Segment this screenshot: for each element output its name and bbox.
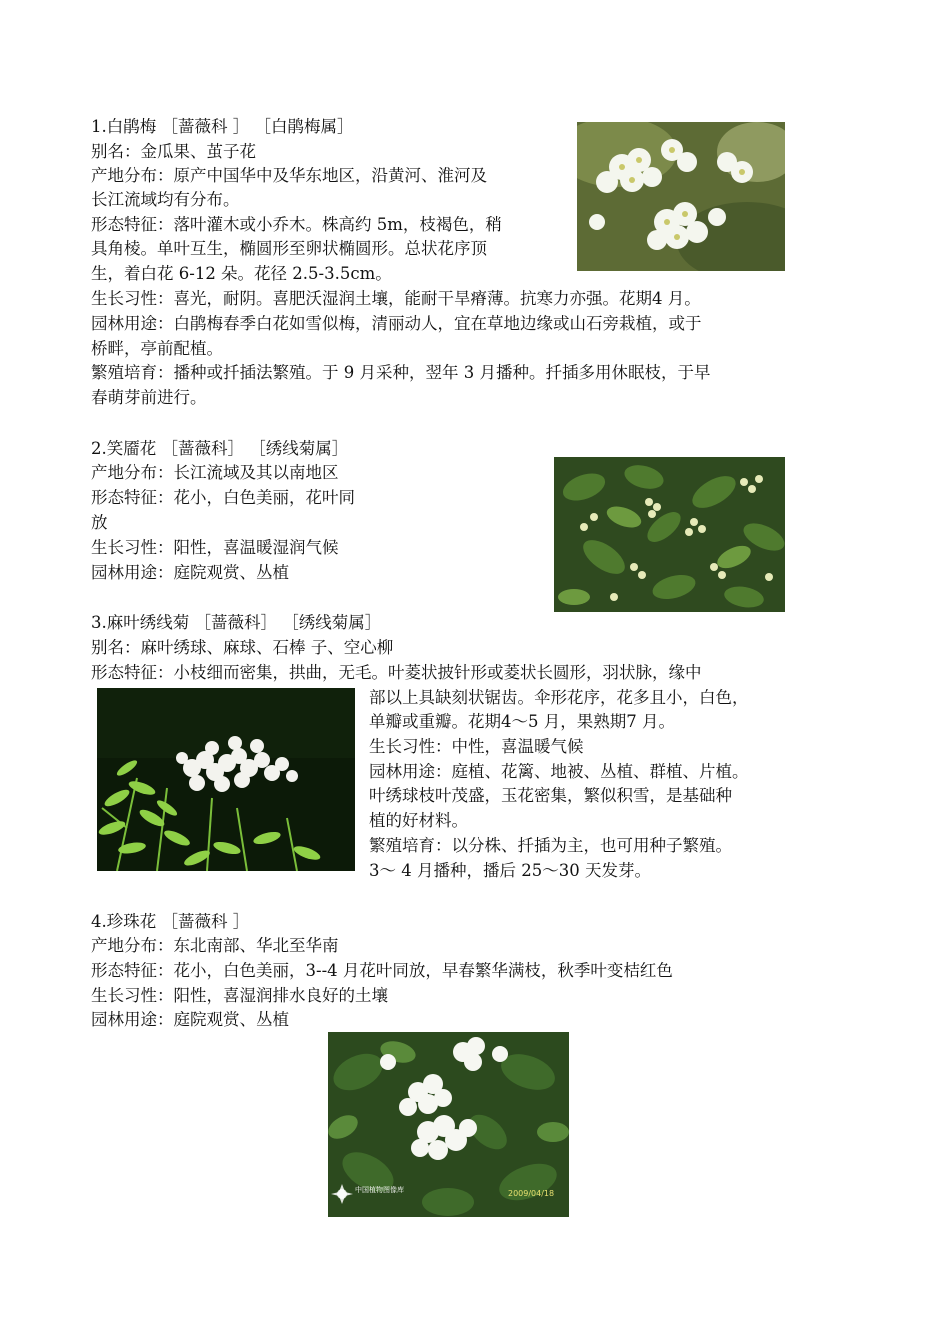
section-1-alias: 别名：金瓜果、茧子花 xyxy=(91,142,256,161)
section-2-morphology-cont: 放 xyxy=(91,513,108,532)
section-2-morphology: 形态特征：花小，白色美丽，花叶同 xyxy=(91,488,355,507)
section-1-origin: 产地分布：原产中国华中及华东地区，沿黄河、淮河及 xyxy=(91,166,487,185)
section-4-title: 4.珍珠花 ［蔷薇科 ］ xyxy=(91,912,250,931)
section-1-morphology-cont: 生，着白花 6-12 朵。花径 2.5-3.5cm。 xyxy=(91,264,392,283)
spiraea-cantoniensis-photo xyxy=(97,688,355,871)
section-3-use-cont: 叶绣球枝叶茂盛，玉花密集，繁似积雪，是基础种 xyxy=(369,786,732,805)
section-3-use: 园林用途：庭植、花篱、地被、丛植、群植、片植。 xyxy=(369,762,749,781)
section-3-alias: 别名：麻叶绣球、麻球、石棒 子、空心柳 xyxy=(91,638,394,657)
section-1-use: 园林用途：白鹃梅春季白花如雪似梅，清丽动人，宜在草地边缘或山石旁栽植，或于 xyxy=(91,314,702,333)
section-1-propagation-cont: 春萌芽前进行。 xyxy=(91,388,207,407)
section-1-use-cont: 桥畔，亭前配植。 xyxy=(91,339,223,358)
section-3-propagation-cont: 3～ 4 月播种，播后 25～30 天发芽。 xyxy=(369,861,651,880)
section-1-origin-cont: 长江流域均有分布。 xyxy=(91,190,240,209)
section-3-habit: 生长习性：中性，喜温暖气候 xyxy=(369,737,584,756)
spiraea-thunbergii-photo xyxy=(328,1032,569,1217)
section-1-title: 1.白鹃梅 ［蔷薇科 ］ ［白鹃梅属］ xyxy=(91,117,354,136)
section-3-title: 3.麻叶绣线菊 ［蔷薇科］ ［绣线菊属］ xyxy=(91,613,382,632)
section-4-origin: 产地分布：东北南部、华北至华南 xyxy=(91,936,339,955)
section-2-title: 2.笑靥花 ［蔷薇科］ ［绣线菊属］ xyxy=(91,439,349,458)
spiraea-prunifolia-photo xyxy=(554,457,785,612)
section-3-propagation: 繁殖培育：以分株、扦插为主，也可用种子繁殖。 xyxy=(369,836,732,855)
section-1-habit: 生长习性：喜光，耐阴。喜肥沃湿润土壤，能耐干旱瘠薄。抗寒力亦强。花期4 月。 xyxy=(91,289,701,308)
section-2-use: 园林用途：庭院观赏、丛植 xyxy=(91,563,289,582)
exochorda-photo xyxy=(577,122,785,271)
section-4-use: 园林用途：庭院观赏、丛植 xyxy=(91,1010,289,1029)
section-1-propagation: 繁殖培育：播种或扦插法繁殖。于 9 月采种，翌年 3 月播种。扦插多用休眠枝，于早 xyxy=(91,363,711,382)
section-3-morphology-cont: 单瓣或重瓣。花期4～5 月，果熟期7 月。 xyxy=(369,712,675,731)
section-1-morphology-cont: 具角棱。单叶互生，椭圆形至卵状椭圆形。总状花序顶 xyxy=(91,239,487,258)
photo-watermark-logo: 中国植物图像库 xyxy=(355,1186,404,1194)
section-3-morphology-cont: 部以上具缺刻状锯齿。伞形花序，花多且小，白色， xyxy=(369,688,749,707)
section-1-morphology: 形态特征：落叶灌木或小乔木。株高约 5m，枝褐色，稍 xyxy=(91,215,502,234)
section-2-origin: 产地分布：长江流域及其以南地区 xyxy=(91,463,339,482)
photo-date-stamp: 2009/04/18 xyxy=(508,1189,555,1198)
section-2-habit: 生长习性：阳性，喜温暖湿润气候 xyxy=(91,538,339,557)
section-3-use-cont: 植的好材料。 xyxy=(369,811,468,830)
section-4-morphology: 形态特征：花小，白色美丽，3--4 月花叶同放，早春繁华满枝，秋季叶变桔红色 xyxy=(91,961,673,980)
section-3-morphology: 形态特征：小枝细而密集，拱曲，无毛。叶菱状披针形或菱状长圆形，羽状脉，缘中 xyxy=(91,663,702,682)
section-4-habit: 生长习性：阳性，喜湿润排水良好的土壤 xyxy=(91,986,388,1005)
